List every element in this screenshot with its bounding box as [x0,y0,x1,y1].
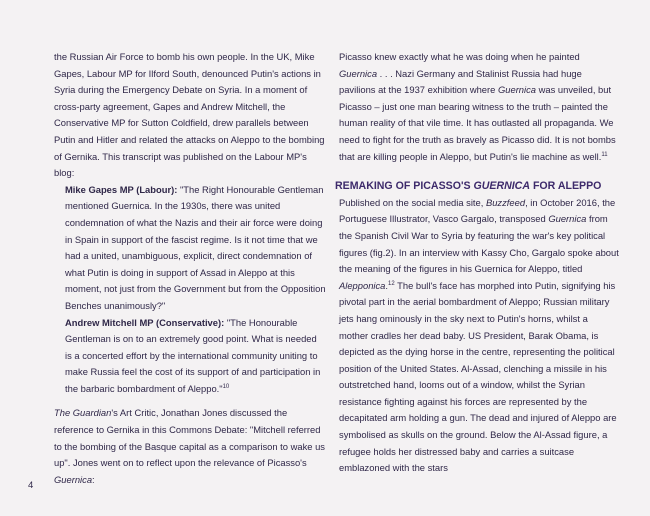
jones-quote-a: Picasso knew exactly what he was doing when he painted [339,51,580,62]
jones-quote-guernica-1: Guernica [339,67,378,79]
guardian-paragraph [54,405,326,488]
right-column [335,49,619,477]
jones-quote [339,49,619,165]
body-paragraph [339,195,619,477]
gapes-quote-text: "The Right Honourable Gentleman mentioned Guernica. In the 1930s, there was united condemnation of what the Nazis and their air force were doing in Spain in support of the fascist regime. Is it not time that we had a united, unambiguous, explicit, direct condemnation of what Putin is doing in support of Assad in Aleppo at this moment, not just from the Government but from the Opposition Benches unanimously?" [65,183,326,311]
jones-quote-c: . . . Nazi Germany and Stalinist Russia had huge pavilions at the 1937 exhibition where [339,67,582,96]
gapes-speaker: Mike Gapes MP (Labour): [65,183,178,195]
body-g: . [385,279,388,291]
body-h: The bull's face has morphed into Putin, signifying his pivotal part in the aerial bombardment of Aleppo; Russian military jets hang ominously in the sky next to Putin's horns, whilst a mother cradles her dead baby. US President, Barak Obama, is depicted as the dying horse in the centre, representing the political position of the United States. Al-Assad, clenching a missile in his outstretched hand, looms out of a window, whilst the Syrian resistance fighting against his forces are represented by the decapitated arm holding a gun. The dead and injured of Aleppo are symbolised as skulls on the ground. Below the Al-Assad figure, a refugee holds her distressed baby and carries a suitcase emblazoned with the stars [339,279,617,474]
left-column [54,49,326,488]
page-number: 4 [28,480,34,491]
section-heading [335,178,619,195]
guardian-text: 's Art Critic, Jonathan Jones discussed the reference to Gernika in this Commons Debate: "Mitchell referred to the bombing of the Basque capital as a comparison to wake us up". Jones went on to reflect upon the relevance of Picasso's [54,407,325,469]
heading-guernica: GUERNICA [473,180,530,193]
guernica-ref: Guernica [54,473,93,485]
mitchell-quote [54,315,326,398]
alepponica-title: Alepponica [339,279,386,291]
guardian-colon: : [92,473,95,485]
heading-part-a: REMAKING OF PICASSO'S [335,180,474,193]
intro-text: the Russian Air Force to bomb his own people. In the UK, Mike Gapes, Labour MP for Ilford South, denounced Putin's actions in Syria during the Emergency Debate on Syria. In a moment of cross-party agreement, Gapes and Andrew Mitchell, the Conservative MP for Sutton Coldfield, drew parallels between Putin and Hitler and related the attacks on Aleppo to the bombing of Gernika. This transcript was published on the Labour MP's blog: [54,51,325,179]
intro-paragraph [54,49,326,182]
body-c: , in October 2016, the Portuguese Illustrator, Vasco Gargalo, transposed [339,196,616,225]
footnote-12: 12 [388,280,395,287]
guardian-title: The Guardian [54,407,112,419]
jones-quote-guernica-2: Guernica [497,84,537,96]
footnote-10: 10 [222,383,230,390]
mitchell-speaker: Andrew Mitchell MP (Conservative): [65,316,225,328]
heading-part-c: FOR ALEPPO [530,180,602,193]
mitchell-quote-text: "The Honourable Gentleman is on to an extremely good point. What is needed is a concerted effort by the international community uniting to make Russia feel the cost of its support of and participation in the barbaric bombardment of Aleppo." [65,316,321,394]
body-a: Published on the social media site, [339,196,486,208]
body-guernica: Guernica [548,213,587,225]
body-e: from the Spanish Civil War to Syria by featuring the war's key political figures (fig.2). In an interview with Kassy Cho, Gargalo spoke about the meaning of the figures in his Guernica for Aleppo, titled [339,213,619,275]
buzzfeed-ref: Buzzfeed [485,196,526,208]
gapes-quote [54,182,326,315]
jones-quote-e: was unveiled, but Picasso – just one man bearing witness to the truth – painted the human reality of that vile time. It has outlasted all propaganda. We need to fight for the truth as bravely as Picasso did. It is not bombs that are killing people in Aleppo, but Putin's lie machine as well. [339,84,616,162]
footnote-11: 11 [601,151,608,158]
